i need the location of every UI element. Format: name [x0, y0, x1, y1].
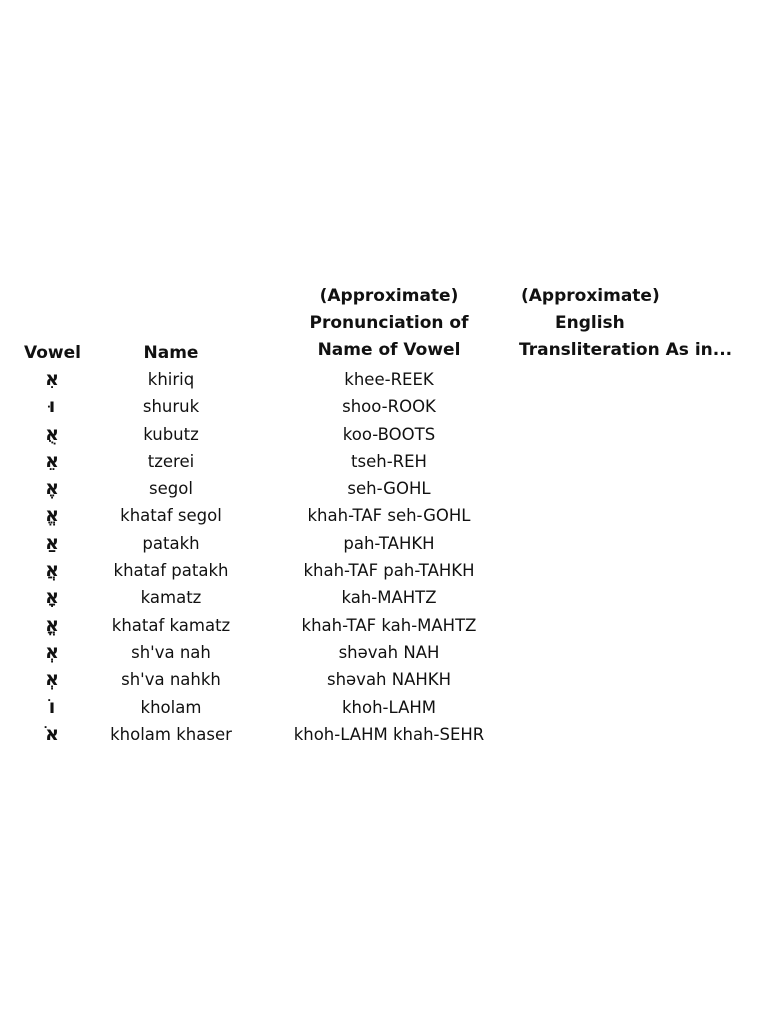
- vowel-table-body: [0, 366, 768, 748]
- vowel-pronunciation: khoh-LAHM khah-SEHR: [293, 724, 485, 744]
- table-row: [0, 666, 768, 693]
- transliteration-column-header: [519, 283, 732, 364]
- vowel-symbol: אֳ: [45, 613, 59, 636]
- vowel-name: khataf patakh: [113, 561, 229, 581]
- table-row: [0, 639, 768, 666]
- transliteration-header-line: (Approximate): [521, 286, 660, 306]
- transliteration-header-line: English: [555, 313, 625, 333]
- vowel-pronunciation: khoh-LAHM: [341, 697, 437, 717]
- table-row: [0, 557, 768, 584]
- table-row: [0, 475, 768, 502]
- pronunciation-column-header: [286, 283, 492, 364]
- table-row: [0, 448, 768, 475]
- vowel-name: khiriq: [147, 370, 195, 389]
- vowel-name: khataf segol: [120, 506, 222, 526]
- pronunciation-header-line: Pronunciation of: [309, 313, 469, 333]
- name-column-header: [100, 340, 242, 367]
- vowel-pronunciation: khah-TAF pah-TAHKH: [303, 561, 475, 581]
- vowel-name: kholam khaser: [110, 724, 232, 744]
- vowel-name: kamatz: [140, 588, 202, 608]
- vowel-symbol: אְ: [45, 668, 59, 691]
- table-row: [0, 366, 768, 393]
- vowel-name: sh'va nahkh: [121, 670, 221, 690]
- vowel-name: sh'va nah: [131, 642, 211, 662]
- vowel-symbol: וּ: [48, 395, 56, 418]
- vowel-symbol: אֹ: [45, 722, 59, 745]
- vowel-pronunciation: shoo-ROOK: [342, 397, 436, 417]
- vowel-header-label: Vowel: [24, 343, 81, 363]
- vowel-pronunciation: kah-MAHTZ: [341, 588, 437, 608]
- vowel-pronunciation: khah-TAF seh-GOHL: [307, 506, 471, 526]
- vowel-name: khataf kamatz: [111, 615, 231, 635]
- vowel-pronunciation: pah-TAHKH: [343, 533, 435, 553]
- vowel-name: kholam: [140, 697, 202, 717]
- vowel-pronunciation: khah-TAF kah-MAHTZ: [301, 615, 477, 635]
- vowel-symbol: אֵ: [45, 449, 59, 472]
- vowel-symbol: אֱ: [45, 504, 59, 527]
- table-row: [0, 721, 768, 748]
- vowel-pronunciation: tseh-REH: [351, 451, 427, 471]
- vowel-name: shuruk: [142, 397, 200, 417]
- vowel-symbol: אֻ: [45, 422, 59, 445]
- vowel-name: patakh: [142, 533, 200, 553]
- vowel-symbol: אָ: [45, 586, 59, 609]
- vowel-symbol: וֹ: [48, 695, 56, 718]
- vowel-symbol: אִ: [45, 368, 59, 390]
- vowel-symbol: אְ: [45, 640, 59, 663]
- table-row: [0, 421, 768, 448]
- vowel-pronunciation: seh-GOHL: [347, 479, 431, 499]
- table-row: [0, 584, 768, 611]
- vowel-symbol: אַ: [45, 531, 59, 554]
- vowel-symbol: אֶ: [45, 477, 59, 500]
- vowel-name: kubutz: [143, 424, 199, 444]
- table-row: [0, 502, 768, 529]
- vowel-symbol: אֲ: [45, 559, 59, 582]
- table-row: [0, 694, 768, 721]
- vowel-pronunciation: shəvah NAH: [338, 642, 440, 662]
- pronunciation-header-line: Name of Vowel: [317, 340, 461, 360]
- table-row: [0, 530, 768, 557]
- vowel-pronunciation: koo-BOOTS: [342, 424, 436, 444]
- vowel-column-header: [24, 340, 81, 367]
- pronunciation-header-line: (Approximate): [319, 286, 459, 306]
- table-row: [0, 393, 768, 420]
- vowel-name: segol: [149, 479, 193, 499]
- name-header-label: Name: [143, 343, 199, 363]
- vowel-pronunciation: khee-REEK: [344, 370, 434, 389]
- vowel-pronunciation: shəvah NAHKH: [326, 670, 452, 690]
- vowel-name: tzerei: [147, 451, 195, 471]
- transliteration-header-line: Transliteration As in...: [519, 340, 733, 360]
- table-row: [0, 612, 768, 639]
